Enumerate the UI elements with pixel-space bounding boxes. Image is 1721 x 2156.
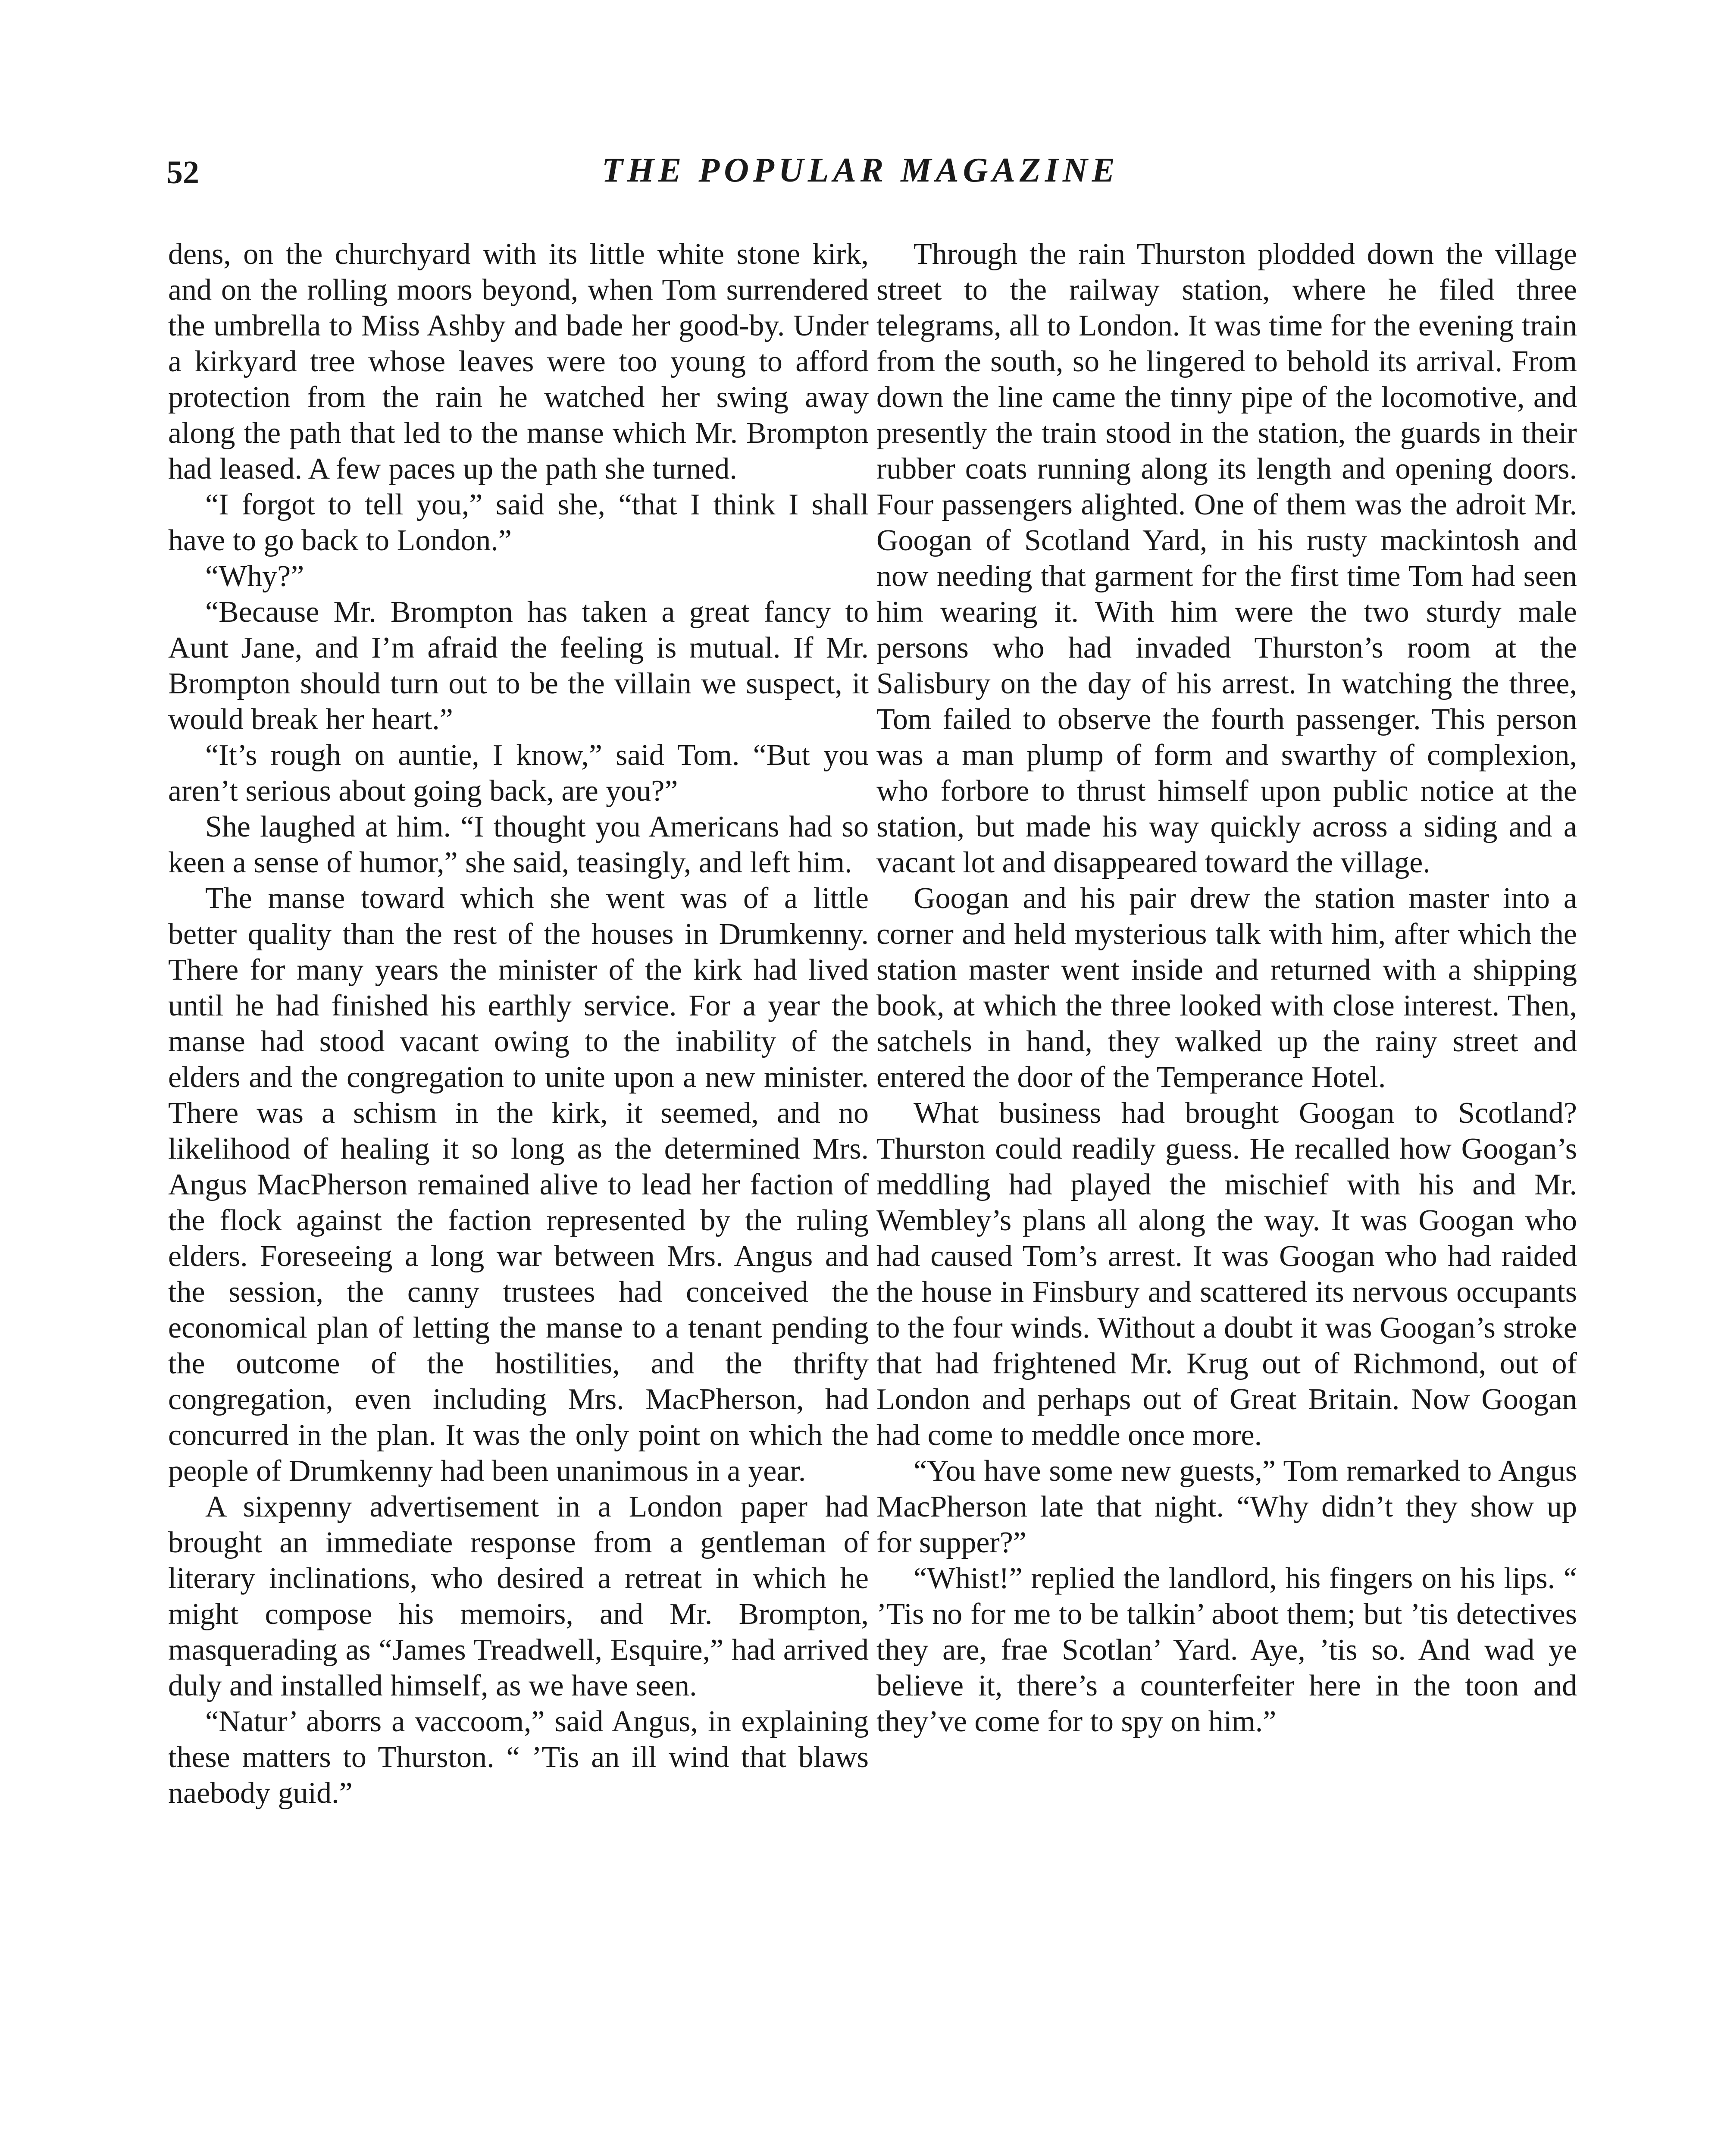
paragraph: A sixpenny advertisement in a London paper had brought an immediate response from a gentleman of literary inclinations, who desired a retreat in which he might compose his memoirs, and Mr. Brompton, masquerading as “James Treadwell, Esquire,” had arrived duly and installed himself, as we have seen. [168,1490,869,1702]
paragraph: She laughed at him. “I thought you Americans had so keen a sense of humor,” she said, teasingly, and left him. [168,810,869,879]
paragraph: Googan and his pair drew the station master into a corner and held mysterious talk with him, after which the station master went inside and returned with a shipping book, at which the three looked with close interest. Then, satchels in hand, they walked up the rainy street and entered the door of the Temperance Hotel. [876,882,1577,1094]
paragraph: “Whist!” replied the landlord, his fingers on his lips. “ ’Tis no for me to be talkin’ aboot them; but ’tis detectives they are, frae Scotlan’ Yard. Aye, ’tis so. And wad ye believe it, there’s a counterfeiter here in the toon and they’ve come for to spy on him.” [876,1562,1577,1738]
paragraph: “I forgot to tell you,” said she, “that I think I shall have to go back to London.” [168,488,869,557]
running-title: THE POPULAR MAGAZINE [601,151,1120,189]
paragraph: “You have some new guests,” Tom remarked to Angus MacPherson late that night. “Why didn’t they show up for supper?” [876,1454,1577,1559]
paragraph: “Why?” [205,560,304,593]
paragraph: “Because Mr. Brompton has taken a great fancy to Aunt Jane, and I’m afraid the feeling is mutual. If Mr. Brompton should turn out to be the villain we suspect, it would break her heart.” [168,595,869,736]
paragraph: dens, on the churchyard with its little white stone kirk, and on the rolling moors beyond, when Tom surrendered the umbrella to Miss Ashby and bade her good-by. Under a kirkyard tree whose leaves were too young to afford protection from the rain he watched her swing away along the path that led to the manse which Mr. Brompton had leased. A few paces up the path she turned. [168,238,869,486]
page-number: 52 [166,154,199,191]
paragraph: What business had brought Googan to Scotland? Thurston could readily guess. He recalled how Googan’s meddling had played the mischief with his and Mr. Wembley’s plans all along the way. It was Googan who had caused Tom’s arrest. It was Googan who had raided the house in Finsbury and scattered its nervous occupants to the four winds. Without a doubt it was Googan’s stroke that had frightened Mr. Krug out of Richmond, out of London and perhaps out of Great Britain. Now Googan had come to meddle once more. [876,1097,1577,1452]
left-column [168,236,869,1811]
paragraph: The manse toward which she went was of a little better quality than the rest of the houses in Drumkenny. There for many years the minister of the kirk had lived until he had finished his earthly service. For a year the manse had stood vacant owing to the inability of the elders and the congregation to unite upon a new minister. There was a schism in the kirk, it seemed, and no likelihood of healing it so long as the determined Mrs. Angus MacPherson remained alive to lead her faction of the flock against the faction represented by the ruling elders. Foreseeing a long war between Mrs. Angus and the session, the canny trustees had conceived the economical plan of letting the manse to a tenant pending the outcome of the hostilities, and the thrifty congregation, even including Mrs. MacPherson, had concurred in the plan. It was the only point on which the people of Drumkenny had been unanimous in a year. [168,882,869,1488]
right-column [876,236,1577,1739]
paragraph: “It’s rough on auntie, I know,” said Tom. “But you aren’t serious about going back, are you?” [168,739,869,808]
paragraph: “Natur’ aborrs a vaccoom,” said Angus, in explaining these matters to Thurston. “ ’Tis an ill wind that blaws naebody guid.” [168,1705,869,1810]
paragraph: Through the rain Thurston plodded down the village street to the railway station, where he filed three telegrams, all to London. It was time for the evening train from the south, so he lingered to behold its arrival. From down the line came the tinny pipe of the locomotive, and presently the train stood in the station, the guards in their rubber coats running along its length and opening doors. Four passengers alighted. One of them was the adroit Mr. Googan of Scotland Yard, in his rusty mackintosh and now needing that garment for the first time Tom had seen him wearing it. With him were the two sturdy male persons who had invaded Thurston’s room at the Salisbury on the day of his arrest. In watching the three, Tom failed to observe the fourth passenger. This person was a man plump of form and swarthy of complexion, who forbore to thrust himself upon public notice at the station, but made his way quickly across a siding and a vacant lot and disappeared toward the village. [876,238,1577,879]
